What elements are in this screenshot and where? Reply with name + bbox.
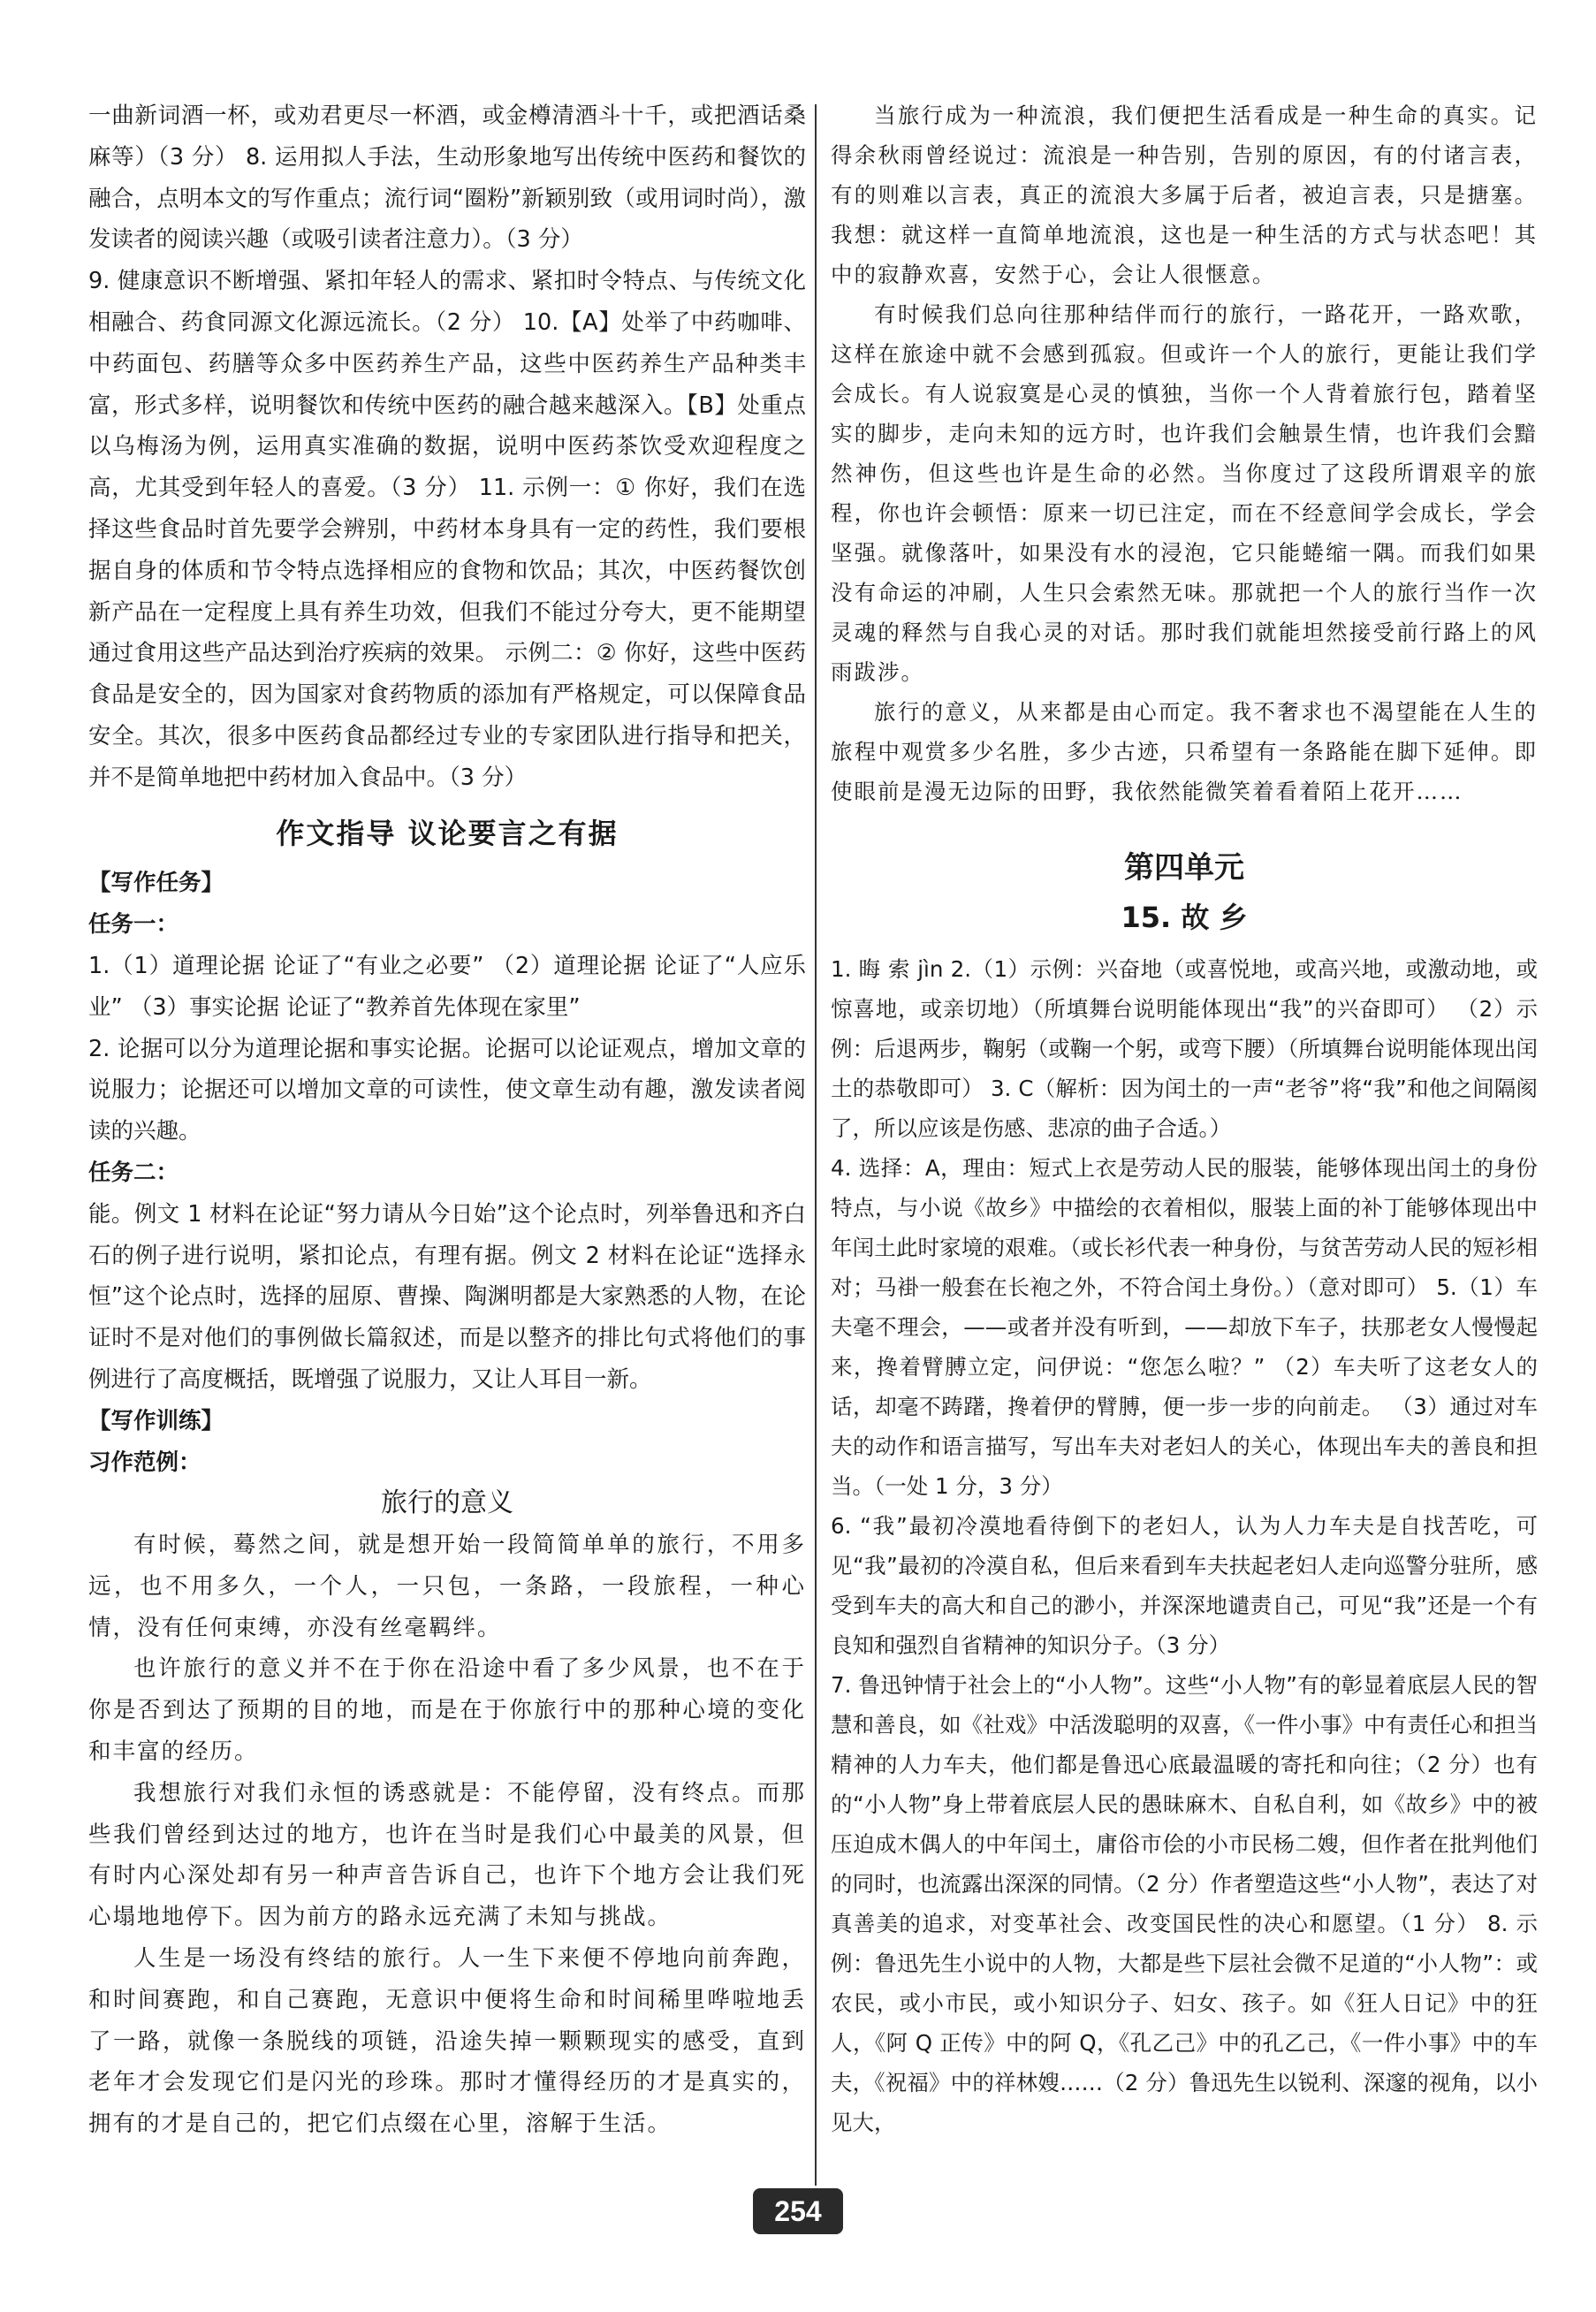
essay-paragraph: 我想旅行对我们永恒的诱惑就是：不能停留，没有终点。而那些我们曾经到达过的地方，也许在当时是我们心中最美的风景，但有时内心深处却有另一种声音告诉自己，也许下个地方会让我们死心塌地地停下。因为前方的路永远充满了未知与挑战。 [88,1779,806,1931]
task1-item2: 2. 论据可以分为道理论据和事实论据。论据可以论证观点，增加文章的说服力；论据还可以增加文章的可读性，使文章生动有趣，激发读者阅读的兴趣。 [88,1035,806,1145]
sample-head: 习作范例： [88,1449,201,1476]
essay-title: 旅行的意义 [381,1487,513,1519]
task2-body: 能。例文 1 材料在论证“努力请从今日始”这个论点时，列举鲁迅和齐白石的例子进行说明，紧扣论点，有理有据。例文 2 材料在论证“选择永恒”这个论点时，选择的屈原、曹操、陶渊明都是大家熟悉的人物，在论证时不是对他们的事例做长篇叙述，而是以整齐的排比句式将他们的事例进行了高度概括，既增强了说服力，又让人耳目一新。 [88,1200,806,1393]
left-column [88,95,806,2145]
task2-head: 任务二： [88,1159,179,1186]
answers-9-11: 9. 健康意识不断增强、紧扣年轻人的需求、紧扣时令特点、与传统文化相融合、药食同源文化源远流长。（2 分） 10.【A】处举了中药咖啡、中药面包、药膳等众多中医药养生产品，这些中医药养生产品种类丰富，形式多样，说明餐饮和传统中医药的融合越来越深入。【B】处重点以乌梅汤为例，运用真实准确的数据，说明中医药茶饮受欢迎程度之高，尤其受到年轻人的喜爱。（3 分） 11. 示例一：① 你好，我们在选择这些食品时首先要学会辨别，中药材本身具有一定的药性，我们要根据自身的体质和节令特点选择相应的食物和饮品；其次，中医药餐饮创新产品在一定程度上具有养生功效，但我们不能过分夸大，更不能期望通过食用这些产品达到治疗疾病的效果。 示例二：② 你好，这些中医药食品是安全的，因为国家对食药物质的添加有严格规定，可以保障食品安全。其次，很多中医药食品都经过专业的专家团队进行指导和把关，并不是简单地把中药材加入食品中。（3 分） [88,268,806,791]
writing-training-head: 【写作训练】 [88,1407,224,1434]
essay-paragraph: 有时候我们总向往那种结伴而行的旅行，一路花开，一路欢歌，这样在旅途中就不会感到孤寂。但或许一个人的旅行，更能让我们学会成长。有人说寂寞是心灵的慎独，当你一个人背着旅行包，踏着坚实的脚步，走向未知的远方时，也许我们会触景生情，也许我们会黯然神伤，但这些也许是生命的必然。当你度过了这段所谓艰辛的旅程，你也许会顿悟：原来一切已注定，而在不经意间学会成长，学会坚强。就像落叶，如果没有水的浸泡，它只能蜷缩一隅。而我们如果没有命运的冲刷，人生只会索然无味。那就把一个人的旅行当作一次灵魂的释然与自我心灵的对话。那时我们就能坦然接受前行路上的风雨跋涉。 [831,301,1538,685]
task1-item1: 1.（1）道理论据 论证了“有业之必要” （2）道理论据 论证了“人应乐业” （3）事实论据 论证了“教养首先体现在家里” [88,952,806,1021]
unit-title: 第四单元 [1124,850,1244,886]
essay-paragraph: 旅行的意义，从来都是由心而定。我不奢求也不渴望能在人生的旅程中观赏多少名胜，多少古迹，只希望有一条路能在脚下延伸。即使眼前是漫无边际的田野，我依然能微笑着看着陌上花开…… [831,699,1538,804]
essay-paragraph: 当旅行成为一种流浪，我们便把生活看成是一种生命的真实。记得余秋雨曾经说过：流浪是一种告别，告别的原因，有的付诸言表，有的则难以言表，真正的流浪大多属于后者，被迫言表，只是搪塞。我想：就这样一直简单地流浪，这也是一种生活的方式与状态吧！其中的寂静欢喜，安然于心，会让人很惬意。 [831,103,1538,287]
task1-head: 任务一： [88,911,179,939]
answers-4-5: 4. 选择：A，理由：短式上衣是劳动人民的服装，能够体现出闰土的身份特点，与小说《故乡》中描绘的衣着相似，服装上面的补丁能够体现出中年闰土此时家境的艰难。（或长衫代表一种身份，与贫苦劳动人民的短衫相对；马褂一般套在长袍之外，不符合闰土身份。）（意对即可） 5.（1）车夫毫不理会，——或者并没有听到，——却放下车子，扶那老女人慢慢起来，搀着臂膊立定，问伊说：“您怎么啦？” （2）车夫听了这老女人的话，却毫不踌躇，搀着伊的臂膊，便一步一步的向前走。 （3）通过对车夫的动作和语言描写，写出车夫对老妇人的关心，体现出车夫的善良和担当。（一处 1 分，3 分） [831,1155,1538,1499]
right-column [831,95,1538,2142]
answers-7-8: 7. 鲁迅钟情于社会上的“小人物”。这些“小人物”有的彰显着底层人民的智慧和善良，如《社戏》中活泼聪明的双喜，《一件小事》中有责任心和担当精神的人力车夫，他们都是鲁迅心底最温暖的寄托和向往；（2 分）也有的“小人物”身上带着底层人民的愚昧麻木、自私自利，如《故乡》中的被压迫成木偶人的中年闰土，庸俗市侩的小市民杨二嫂，但作者在批判他们的同时，也流露出深深的同情。（2 分）作者塑造这些“小人物”，表达了对真善美的追求，对变革社会、改变国民性的决心和愿望。（1 分） 8. 示例：鲁迅先生小说中的人物，大都是些下层社会微不足道的“小人物”：或农民，或小市民，或小知识分子、妇女、孩子。如《狂人日记》中的狂人，《阿 Q 正传》中的阿 Q，《孔乙己》中的孔乙己，《一件小事》中的车夫，《祝福》中的祥林嫂……（2 分）鲁迅先生以锐利、深邃的视角，以小见大， [831,1672,1538,2135]
writing-task-head: 【写作任务】 [88,870,224,897]
essay-paragraph: 有时候，蓦然之间，就是想开始一段简简单单的旅行，不用多远，也不用多久，一个人，一只包，一条路，一段旅程，一种心情，没有任何束缚，亦没有丝毫羁绊。 [88,1532,806,1641]
answers-1-3: 1. 晦 索 jìn 2.（1）示例：兴奋地（或喜悦地，或高兴地，或激动地，或惊喜地，或亲切地）（所填舞台说明能体现出“我”的兴奋即可） （2）示例：后退两步，鞠躬（或鞠一个躬，或弯下腰）（所填舞台说明能体现出闰土的恭敬即可） 3. C（解析：因为闰土的一声“老爷”将“我”和他之间隔阂了，所以应该是伤感、悲凉的曲子合适。） [831,956,1538,1141]
section-title: 作文指导 议论要言之有据 [276,816,619,850]
answer-6: 6. “我”最初冷漠地看待倒下的老妇人，认为人力车夫是自找苦吃，可见“我”最初的冷漠自私，但后来看到车夫扶起老妇人走向巡警分驻所，感受到车夫的高大和自己的渺小，并深深地谴责自己，可见“我”还是一个有良知和强烈自省精神的知识分子。（3 分） [831,1513,1538,1658]
essay-paragraph: 人生是一场没有终结的旅行。人一生下来便不停地向前奔跑，和时间赛跑，和自己赛跑，无意识中便将生命和时间稀里哗啦地丢了一路，就像一条脱线的项链，沿途失掉一颗颗现实的感受，直到老年才会发现它们是闪光的珍珠。那时才懂得经历的才是真实的，拥有的才是自己的，把它们点缀在心里，溶解于生活。 [88,1945,806,2138]
answers-top: 一曲新词酒一杯，或劝君更尽一杯酒，或金樽清酒斗十千，或把酒话桑麻等）（3 分） 8. 运用拟人手法，生动形象地写出传统中医药和餐饮的融合，点明本文的写作重点；流行词“圈粉”新颖别致（或用词时尚），激发读者的阅读兴趣（或吸引读者注意力）。（3 分） [88,103,806,254]
page-number: 254 [753,2188,843,2234]
essay-paragraph: 也许旅行的意义并不在于你在沿途中看了多少风景，也不在于你是否到达了预期的目的地，而是在于你旅行中的那种心境的变化和丰富的经历。 [88,1655,806,1766]
column-divider [815,104,817,2186]
lesson-title: 15. 故 乡 [1121,901,1248,934]
